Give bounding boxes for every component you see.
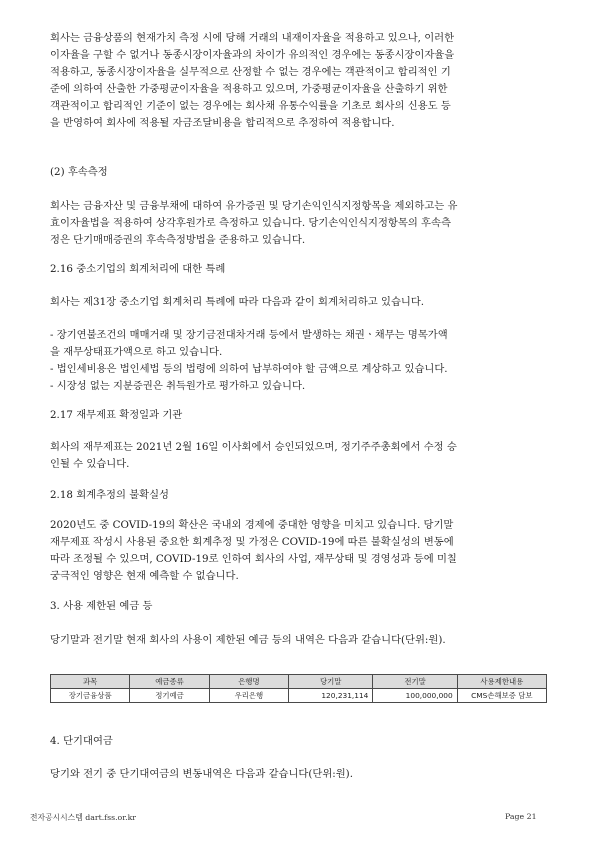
approval-paragraph — [50, 439, 550, 473]
footer-source: 전자공시시스템 dart.fss.or.kr — [30, 813, 137, 822]
column-header: 과목 — [51, 675, 130, 689]
paragraph-line: 적용하고, 동종시장이자율을 실무적으로 산정할 수 없는 경우에는 객관적이고 합리적인 기 — [50, 66, 451, 78]
table-header-row — [51, 675, 547, 689]
uncertainty-paragraph — [50, 517, 550, 585]
intro-paragraph — [50, 30, 550, 132]
list-item: - 시장성 없는 지분증권은 취득원가로 평가하고 있습니다. — [50, 380, 306, 392]
column-header: 전기말 — [373, 675, 457, 689]
list-item: 을 재무상태표가액으로 하고 있습니다. — [50, 346, 223, 358]
column-header: 은행명 — [209, 675, 288, 689]
paragraph-line: 재무제표 작성시 사용된 중요한 회계추정 및 가정은 COVID-19에 따른 불확실성의 변동에 — [50, 536, 454, 548]
short-term-loans-intro: 당기와 전기 중 단기대여금의 변동내역은 다음과 같습니다(단위:원). — [50, 768, 353, 780]
table-cell: 120,231,114 — [289, 689, 373, 703]
paragraph-line: 인될 수 있습니다. — [50, 458, 130, 470]
table-cell: 우리은행 — [209, 689, 288, 703]
column-header: 예금종류 — [130, 675, 209, 689]
paragraph-line: 회사의 재무제표는 2021년 2월 16일 이사회에서 승인되었으며, 정기주주총회에서 수정 승 — [50, 441, 457, 453]
restricted-deposits-intro: 당기말과 전기말 현재 회사의 사용이 제한된 예금 등의 내역은 다음과 같습니다(단위:원). — [50, 634, 446, 646]
paragraph-line: 을 반영하여 회사에 적용될 자금조달비용을 합리적으로 추정하여 적용합니다. — [50, 117, 395, 129]
paragraph-line: 이자율을 구할 수 없거나 동종시장이자율과의 차이가 유의적인 경우에는 동종시장이자율을 — [50, 49, 455, 61]
subsequent-measurement-heading: (2) 후속측정 — [50, 166, 108, 178]
column-header: 당기말 — [289, 675, 373, 689]
table-cell: CMS손해보증 담보 — [457, 689, 546, 703]
table-row — [51, 689, 547, 703]
table-cell: 장기금융상품 — [51, 689, 130, 703]
short-term-loans-heading: 4. 단기대여금 — [50, 735, 113, 747]
paragraph-line: 회사는 금융상품의 현재가치 측정 시에 당해 거래의 내재이자율을 적용하고 있으나, 이러한 — [50, 32, 455, 44]
restricted-deposits-heading: 3. 사용 제한된 예금 등 — [50, 600, 153, 612]
sme-intro-text: 회사는 제31장 중소기업 회계처리 특례에 따라 다음과 같이 회계처리하고 있습니다. — [50, 296, 425, 308]
paragraph-line: 2020년도 중 COVID-19의 확산은 국내외 경제에 중대한 영향을 미치고 있습니다. 당기말 — [50, 519, 454, 531]
paragraph-line: 궁극적인 영향은 현재 예측할 수 없습니다. — [50, 570, 239, 582]
paragraph-line: 효이자율법을 적용하여 상각후원가로 측정하고 있습니다. 당기손익인식지정항목의 후속측 — [50, 217, 451, 229]
uncertainty-heading: 2.18 회계추정의 불확실성 — [50, 489, 169, 501]
restricted-deposits-table — [50, 674, 547, 703]
sme-special-heading: 2.16 중소기업의 회계처리에 대한 특례 — [50, 263, 226, 275]
approval-heading: 2.17 재무제표 확정일과 기관 — [50, 409, 183, 421]
table-cell: 정기예금 — [130, 689, 209, 703]
paragraph-line: 정은 단기매매증권의 후속측정방법을 준용하고 있습니다. — [50, 234, 306, 246]
paragraph-line: 따라 조정될 수 있으며, COVID-19로 인하여 회사의 사업, 재무상태 및 경영성과 등에 미칠 — [50, 553, 457, 565]
table-cell: 100,000,000 — [373, 689, 457, 703]
sme-list — [50, 327, 550, 395]
column-header: 사용제한내용 — [457, 675, 546, 689]
list-item: - 법인세비용은 법인세법 등의 법령에 의하여 납부하여야 할 금액으로 계상하고 있습니다. — [50, 363, 448, 375]
page-number: Page 21 — [505, 812, 537, 821]
paragraph-line: 객관적이고 합리적인 기준이 없는 경우에는 회사채 유통수익률을 기초로 회사의 신용도 등 — [50, 100, 451, 112]
subsequent-measurement-paragraph — [50, 198, 550, 249]
list-item: - 장기연불조건의 매매거래 및 장기금전대차거래 등에서 발생하는 채권ㆍ채무는 명목가액 — [50, 329, 448, 341]
paragraph-line: 준에 의하여 산출한 가중평균이자율을 적용하고 있으며, 가중평균이자율을 산출하기 위한 — [50, 83, 448, 95]
paragraph-line: 회사는 금융자산 및 금융부채에 대하여 유가증권 및 당기손익인식지정항목을 제외하고는 유 — [50, 200, 458, 212]
